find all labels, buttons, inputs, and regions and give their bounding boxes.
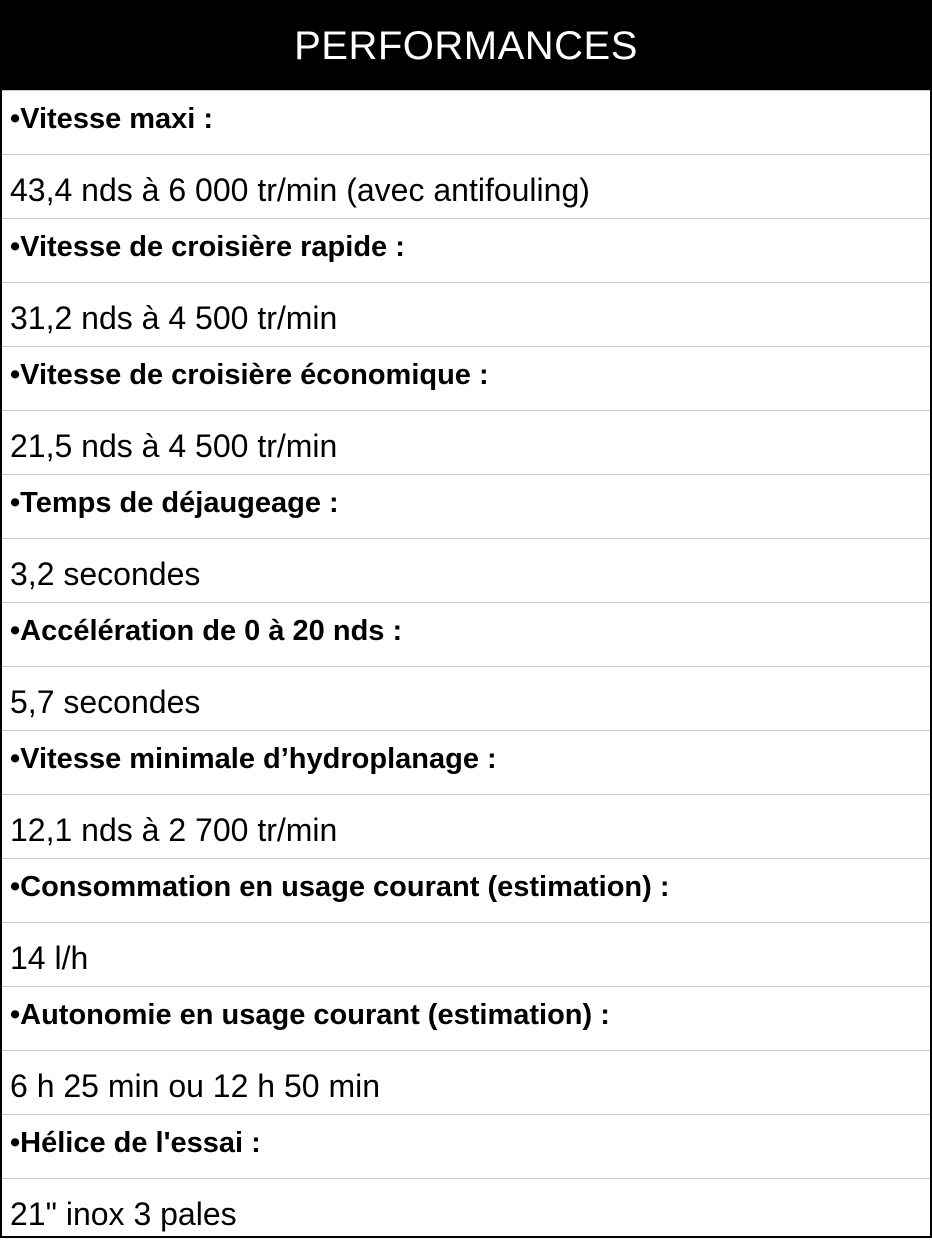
label-economic-cruise-speed: •Vitesse de croisière économique : xyxy=(2,346,930,410)
label-fast-cruise-speed: •Vitesse de croisière rapide : xyxy=(2,218,930,282)
label-test-propeller: •Hélice de l'essai : xyxy=(2,1114,930,1178)
value-economic-cruise-speed: 21,5 nds à 4 500 tr/min xyxy=(2,410,930,474)
value-autonomy: 6 h 25 min ou 12 h 50 min xyxy=(2,1050,930,1114)
label-acceleration: •Accélération de 0 à 20 nds : xyxy=(2,602,930,666)
label-min-planing-speed: •Vitesse minimale d’hydroplanage : xyxy=(2,730,930,794)
value-acceleration: 5,7 secondes xyxy=(2,666,930,730)
value-fast-cruise-speed: 31,2 nds à 4 500 tr/min xyxy=(2,282,930,346)
table-title: PERFORMANCES xyxy=(2,0,930,90)
value-test-propeller: 21" inox 3 pales xyxy=(2,1178,930,1242)
label-autonomy: •Autonomie en usage courant (estimation) : xyxy=(2,986,930,1050)
label-planing-time: •Temps de déjaugeage : xyxy=(2,474,930,538)
value-min-planing-speed: 12,1 nds à 2 700 tr/min xyxy=(2,794,930,858)
value-planing-time: 3,2 secondes xyxy=(2,538,930,602)
label-max-speed: •Vitesse maxi : xyxy=(2,90,930,154)
value-consumption: 14 l/h xyxy=(2,922,930,986)
value-max-speed: 43,4 nds à 6 000 tr/min (avec antifouling) xyxy=(2,154,930,218)
label-consumption: •Consommation en usage courant (estimation) : xyxy=(2,858,930,922)
